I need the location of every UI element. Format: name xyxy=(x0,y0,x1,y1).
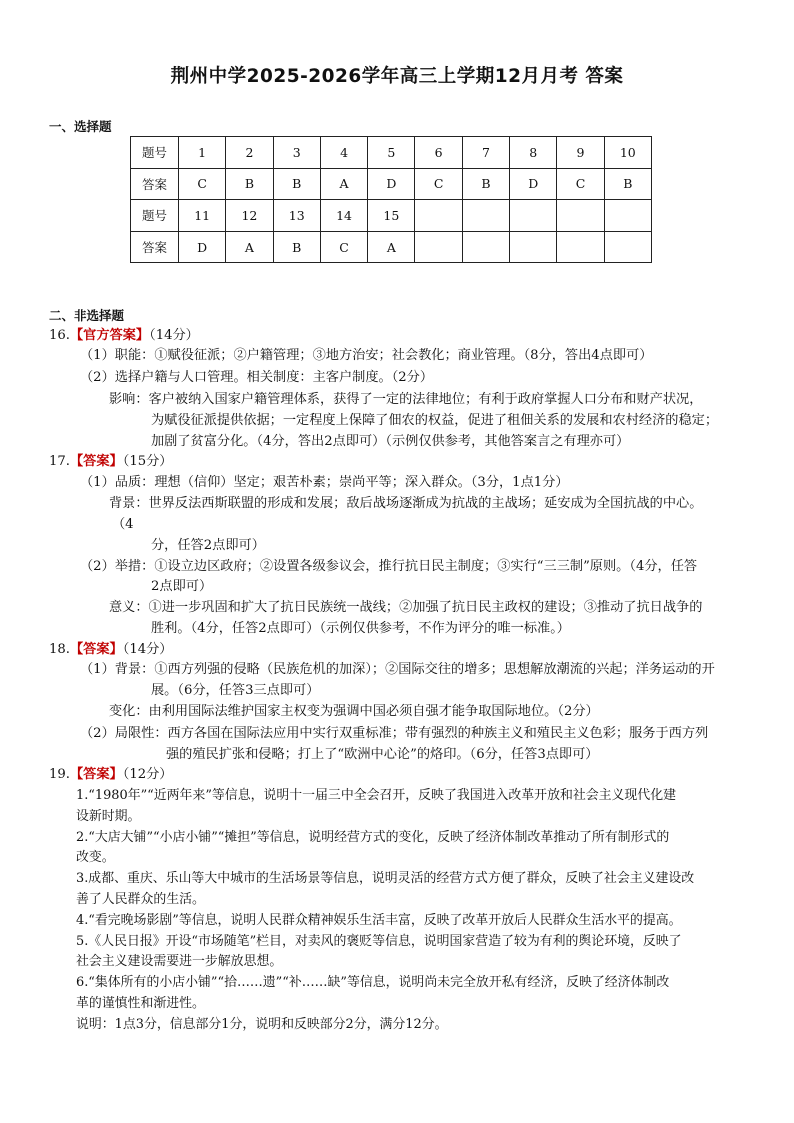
table-row xyxy=(131,168,652,200)
row-label: 题号 xyxy=(131,200,179,232)
q17-number: 17. xyxy=(49,454,70,469)
q19-line-6: 善了人民群众的生活。 xyxy=(76,892,205,907)
table-cell: 4 xyxy=(320,137,367,169)
table-cell xyxy=(557,200,604,232)
table-cell xyxy=(604,200,651,232)
q16-line-5: 加剧了贫富分化。（4分，答出2点即可）（示例仅供参考，其他答案言之有理亦可） xyxy=(151,434,630,449)
q19-line-7: 4.“看完晚场影剧”等信息，说明人民群众精神娱乐生活丰富，反映了改革开放后人民群众生活水平的提高。 xyxy=(76,913,682,928)
table-cell: C xyxy=(415,168,462,200)
q19-header xyxy=(49,765,172,785)
section-heading-choice: 一、选择题 xyxy=(49,119,112,134)
q18-tag: 【答案】 xyxy=(69,642,123,657)
q16-tag: 【官方答案】 xyxy=(69,328,150,343)
table-cell: D xyxy=(510,168,557,200)
q16-number: 16. xyxy=(49,328,70,343)
q18-line-3: 变化：由利用国际法维护国家主权变为强调中国必须自强才能争取国际地位。（2分） xyxy=(109,704,599,719)
q17-line-8: 胜利。（4分，任答2点即可）（示例仅供参考，不作为评分的唯一标准。） xyxy=(151,621,570,636)
table-cell xyxy=(510,231,557,263)
q18-line-4: （2）局限性：西方各国在国际法应用中实行双重标准；带有强烈的种族主义和殖民主义色彩；服务于西方列 xyxy=(80,726,709,741)
table-cell: D xyxy=(368,168,415,200)
q19-line-3: 2.“大店大铺”“小店小铺”“摊担”等信息，说明经营方式的变化，反映了经济体制改革推动了所有制形式的 xyxy=(76,830,670,845)
table-row xyxy=(131,137,652,169)
q18-number: 18. xyxy=(49,642,70,657)
q16-line-4: 为赋役征派提供依据；一定程度上保障了佃农的权益，促进了租佃关系的发展和农村经济的稳定； xyxy=(151,413,719,428)
table-cell xyxy=(415,231,462,263)
answer-table xyxy=(130,136,652,263)
q18-header xyxy=(49,640,172,660)
row-label: 答案 xyxy=(131,231,179,263)
table-cell xyxy=(557,231,604,263)
table-cell: A xyxy=(368,231,415,263)
q19-line-1: 1.“1980年”“近两年来”等信息，说明十一届三中全会召开，反映了我国进入改革开放和社会主义现代化建 xyxy=(76,788,676,803)
table-cell: 12 xyxy=(226,200,273,232)
table-row xyxy=(131,200,652,232)
table-cell: 1 xyxy=(179,137,226,169)
q18-score: （14分） xyxy=(122,642,173,657)
q18-line-2: 展。（6分，任答3三点即可） xyxy=(151,683,320,698)
table-cell: B xyxy=(462,168,509,200)
table-cell: 6 xyxy=(415,137,462,169)
table-cell: 7 xyxy=(462,137,509,169)
q19-line-2: 设新时期。 xyxy=(76,809,141,824)
q19-line-11: 革的谨慎性和渐进性。 xyxy=(76,996,205,1011)
page-title: 荆州中学2025-2026学年高三上学期12月月考 答案 xyxy=(170,66,624,87)
table-cell: C xyxy=(557,168,604,200)
table-cell: 5 xyxy=(368,137,415,169)
table-cell: 15 xyxy=(368,200,415,232)
table-cell: 14 xyxy=(320,200,367,232)
q17-line-1: （1）品质：理想（信仰）坚定；艰苦朴素；崇尚平等；深入群众。（3分，1点1分） xyxy=(80,475,569,490)
table-cell: C xyxy=(179,168,226,200)
q19-number: 19. xyxy=(49,767,70,782)
table-cell xyxy=(462,231,509,263)
table-cell: 10 xyxy=(604,137,651,169)
table-cell: 8 xyxy=(510,137,557,169)
table-cell: B xyxy=(226,168,273,200)
table-cell: 9 xyxy=(557,137,604,169)
q19-line-4: 改变。 xyxy=(76,850,115,865)
q17-line-2: 背景：世界反法西斯联盟的形成和发展；敌后战场逐渐成为抗战的主战场；延安成为全国抗战的中心。 xyxy=(109,496,703,511)
q16-score: （14分） xyxy=(149,328,199,343)
q19-score: （12分） xyxy=(122,767,173,782)
q17-line-4: 分，任答2点即可） xyxy=(151,538,265,553)
table-cell: C xyxy=(320,231,367,263)
table-cell: 13 xyxy=(273,200,320,232)
q19-line-9: 社会主义建设需要进一步解放思想。 xyxy=(76,954,283,969)
q19-line-8: 5.《人民日报》开设“市场随笔”栏目，对卖风的褒贬等信息，说明国家营造了较为有利的舆论环境，反映了 xyxy=(76,934,682,949)
table-cell xyxy=(415,200,462,232)
table-cell xyxy=(604,231,651,263)
q17-header xyxy=(49,452,172,472)
table-cell: A xyxy=(320,168,367,200)
table-row xyxy=(131,231,652,263)
q19-line-5: 3.成都、重庆、乐山等大中城市的生活场景等信息，说明灵活的经营方式方便了群众，反映了社会主义建设改 xyxy=(76,871,695,886)
q19-line-10: 6.“集体所有的小店小铺”“拾……遗”“补……缺”等信息，说明尚未完全放开私有经济，反映了经济体制改 xyxy=(76,975,670,990)
q19-line-12: 说明：1点3分，信息部分1分，说明和反映部分2分，满分12分。 xyxy=(76,1017,448,1032)
q17-line-5: （2）举措：①设立边区政府；②设置各级参议会，推行抗日民主制度；③实行“三三制”原则。（4分，任答 xyxy=(80,559,698,574)
q18-line-1: （1）背景：①西方列强的侵略（民族危机的加深）；②国际交往的增多；思想解放潮流的兴起；洋务运动的开 xyxy=(80,662,715,677)
q17-line-3: （4 xyxy=(112,517,134,532)
q17-score: （15分） xyxy=(122,454,173,469)
table-cell xyxy=(462,200,509,232)
section-heading-nonchoice: 二、非选择题 xyxy=(49,308,125,323)
q16-line-3: 影响：客户被纳入国家户籍管理体系，获得了一定的法律地位；有利于政府掌握人口分布和财产状况， xyxy=(109,392,703,407)
q16-line-2: （2）选择户籍与人口管理。相关制度：主客户制度。（2分） xyxy=(80,370,434,385)
q17-tag: 【答案】 xyxy=(69,454,123,469)
table-cell: 11 xyxy=(179,200,226,232)
table-cell xyxy=(510,200,557,232)
table-cell: D xyxy=(179,231,226,263)
q16-line-1: （1）职能：①赋役征派；②户籍管理；③地方治安；社会教化；商业管理。（8分，答出4点即可） xyxy=(80,348,653,363)
table-cell: 2 xyxy=(226,137,273,169)
q17-line-7: 意义：①进一步巩固和扩大了抗日民族统一战线；②加强了抗日民主政权的建设；③推动了抗日战争的 xyxy=(109,600,703,615)
table-cell: 3 xyxy=(273,137,320,169)
table-cell: B xyxy=(604,168,651,200)
table-cell: B xyxy=(273,231,320,263)
table-cell: B xyxy=(273,168,320,200)
row-label: 答案 xyxy=(131,168,179,200)
row-label: 题号 xyxy=(131,137,179,169)
table-cell: A xyxy=(226,231,273,263)
q16-header xyxy=(49,326,199,346)
q17-line-6: 2点即可） xyxy=(151,579,213,594)
q18-line-5: 强的殖民扩张和侵略；打上了“欧洲中心论”的烙印。（6分，任答3点即可） xyxy=(166,747,599,762)
q19-tag: 【答案】 xyxy=(69,767,123,782)
